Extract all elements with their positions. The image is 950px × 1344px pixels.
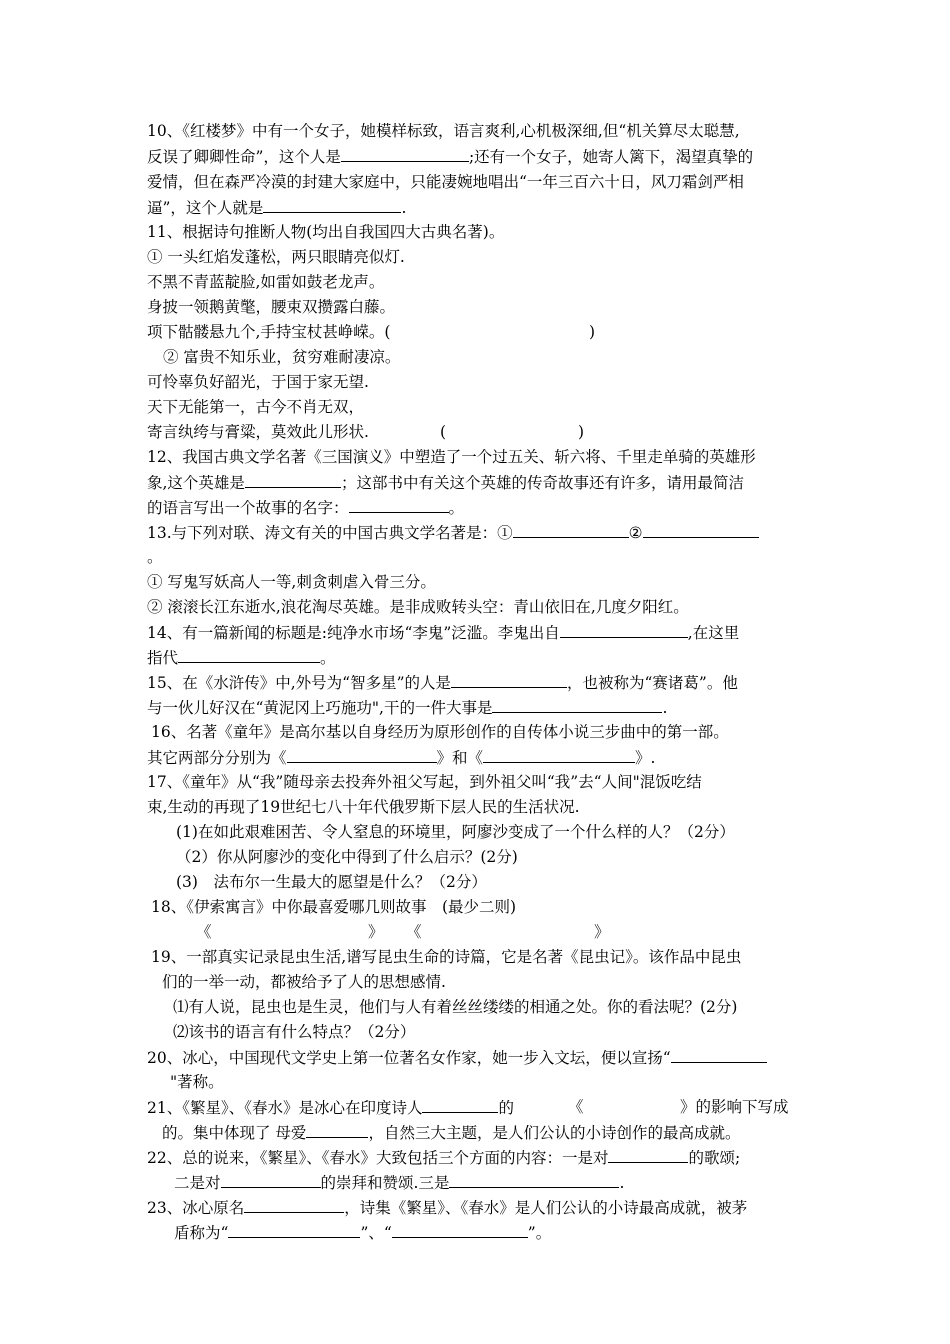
q17-sub-3: (3) 法布尔一生最大的愿望是什么？（2分） [176, 873, 487, 891]
q11-answer-paren-1: ) [589, 323, 596, 341]
q11-poem-1-line-4: 项下骷髅悬九个,手持宝杖甚峥嵘。( [147, 323, 391, 341]
q11-poem-1-line-1: ① 一头红焰发蓬松，两只眼睛亮似灯. [147, 248, 405, 266]
q19-sub-1: ⑴有人说，昆虫也是生灵，他们与人有着丝丝缕缕的相通之处。你的看法呢？(2分) [173, 998, 738, 1016]
answer-blank[interactable] [643, 522, 759, 538]
q15-line-1: 15、在《水浒传》中,外号为“智多星”的人是 ，也被称为“赛诸葛”。他 [147, 674, 738, 692]
answer-blank[interactable] [483, 747, 635, 763]
q18-book-1-open: 《 [196, 923, 212, 941]
q11-poem-2-line-2: 可怜辜负好韶光，于国于家无望. [147, 373, 369, 391]
answer-blank[interactable] [221, 1172, 321, 1188]
answer-blank[interactable] [449, 1172, 619, 1188]
q10-line-3: 爱情，但在森严冷漠的封建大家庭中，只能凄婉地唱出“一年三百六十日，风刀霜剑严相 [147, 173, 744, 191]
q11-line-1: 11、根据诗句推断人物(均出自我国四大古典名著)。 [147, 223, 505, 241]
q16-line-1: 16、名著《童年》是高尔基以自身经历为原形创作的自传体小说三步曲中的第一部。 [151, 723, 729, 741]
q15-line-2: 与一伙儿好汉在“黄泥冈上巧施功",干的一件大事是 . [147, 699, 668, 717]
q10-line-4: 逼”，这个人就是 . [147, 199, 407, 217]
q20-line-2: "著称。 [170, 1073, 224, 1091]
answer-blank[interactable] [671, 1047, 767, 1063]
answer-blank[interactable] [560, 622, 688, 638]
q11-answer-paren-2-close: ) [578, 423, 585, 441]
q22-line-2: 二是对 的崇拜和赞颂.三是 . [174, 1174, 625, 1192]
q20-line-1: 20、冰心，中国现代文学史上第一位著名女作家，她一步入文坛，便以宣扬“ [147, 1047, 767, 1069]
q19-sub-2: ⑵该书的语言有什么特点？（2分） [173, 1023, 416, 1041]
q18-book-2-close: 》 [594, 923, 610, 941]
q11-poem-1-line-2: 不黑不青蓝靛脸,如雷如鼓老龙声。 [147, 273, 385, 291]
q17-sub-2: （2）你从阿廖沙的变化中得到了什么启示？(2分) [176, 848, 518, 866]
q10-line-1: 10、《红楼梦》中有一个女子，她模样标致，语言爽利,心机极深细,但“机关算尽太聪慧, [147, 122, 740, 140]
answer-blank[interactable] [228, 1222, 360, 1238]
q18-book-1-close: 》 [368, 923, 384, 941]
q12-line-1: 12、我国古典文学名著《三国演义》中塑造了一个过五关、斩六将、千里走单骑的英雄形 [147, 448, 756, 466]
q18-line-1: 18、《伊索寓言》中你最喜爱哪几则故事 (最少二则) [151, 898, 517, 916]
answer-blank[interactable] [306, 1122, 368, 1138]
q17-sub-1: (1)在如此艰难困苦、令人窒息的环境里，阿廖沙变成了一个什么样的人？（2分） [176, 823, 735, 841]
answer-blank[interactable] [608, 1147, 688, 1163]
answer-blank[interactable] [492, 697, 662, 713]
answer-blank[interactable] [178, 647, 320, 663]
answer-blank[interactable] [513, 522, 629, 538]
q21-line-1: 21、《繁星》、《春水》是冰心在印度诗人 的 [147, 1099, 514, 1117]
answer-blank[interactable] [392, 1222, 528, 1238]
q11-poem-2-line-1: ② 富贵不知乐业，贫穷难耐凄凉。 [163, 348, 401, 366]
q13-couplet-1: ① 写鬼写妖高人一等,刺贪刺虐入骨三分。 [147, 573, 436, 591]
answer-blank[interactable] [341, 146, 469, 162]
q14-line-1: 14、有一篇新闻的标题是:纯净水市场“李鬼”泛滥。李鬼出自 ,在这里 [147, 624, 740, 642]
answer-blank[interactable] [422, 1097, 498, 1113]
q12-line-2: 象,这个英雄是 ；这部书中有关这个英雄的传奇故事还有许多，请用最简洁 [147, 474, 744, 492]
q10-line-2: 反误了卿卿性命”，这个人是 ;还有一个女子，她寄人篱下，渴望真挚的 [147, 148, 754, 166]
q19-line-1: 19、一部真实记录昆虫生活,谱写昆虫生命的诗篇，它是名著《昆虫记》。该作品中昆虫 [151, 948, 742, 966]
q17-line-1: 17、《童年》从“我”随母亲去投奔外祖父写起，到外祖父叫“我”去“人间"混饭吃结 [147, 773, 702, 791]
answer-blank[interactable] [287, 747, 437, 763]
q11-poem-2-line-4: 寄言纨绔与膏粱，莫效此儿形状. [147, 423, 369, 441]
answer-blank[interactable] [451, 672, 567, 688]
q22-line-1: 22、总的说来，《繁星》、《春水》大致包括三个方面的内容：一是对 的歌颂; [147, 1149, 741, 1167]
q23-line-1: 23、冰心原名 ，诗集《繁星》、《春水》是人们公认的小诗最高成就，被茅 [147, 1199, 748, 1217]
q16-line-2: 其它两部分分别为《 》和《 》. [147, 749, 656, 767]
answer-blank[interactable] [263, 197, 401, 213]
answer-blank[interactable] [349, 497, 449, 513]
q14-line-2: 指代 。 [147, 649, 336, 667]
q11-poem-1-line-3: 身披一领鹅黄氅，腰束双攒露白藤。 [147, 298, 396, 316]
answer-blank[interactable] [244, 1197, 344, 1213]
q13-couplet-2: ② 滚滚长江东逝水,浪花淘尽英雄。是非成败转头空：青山依旧在,几度夕阳红。 [147, 598, 689, 616]
answer-blank[interactable] [245, 472, 341, 488]
q13-line-1: 13.与下列对联、涛文有关的中国古典文学名著是：① ② [147, 522, 759, 544]
q21-book-open: 《 [568, 1098, 584, 1116]
q13-line-2: 。 [147, 548, 163, 566]
q17-line-2: 束,生动的再现了19世纪七八十年代俄罗斯下层人民的生活状况. [147, 798, 580, 816]
q19-line-2: 们的一举一动，都被给予了人的思想感情. [162, 973, 446, 991]
q23-line-2: 盾称为“ ”、“ ”。 [174, 1224, 552, 1242]
q18-book-2-open: 《 [406, 923, 422, 941]
q21-line-2: 的。集中体现了 母爱 ，自然三大主题，是人们公认的小诗创作的最高成就。 [162, 1124, 741, 1142]
q21-book-close: 》的影响下写成 [680, 1098, 789, 1116]
q12-line-3: 的语言写出一个故事的名字： 。 [147, 499, 465, 517]
q11-answer-paren-2-open: ( [440, 423, 447, 441]
q11-poem-2-line-3: 天下无能第一，古今不肖无双， [147, 398, 365, 416]
